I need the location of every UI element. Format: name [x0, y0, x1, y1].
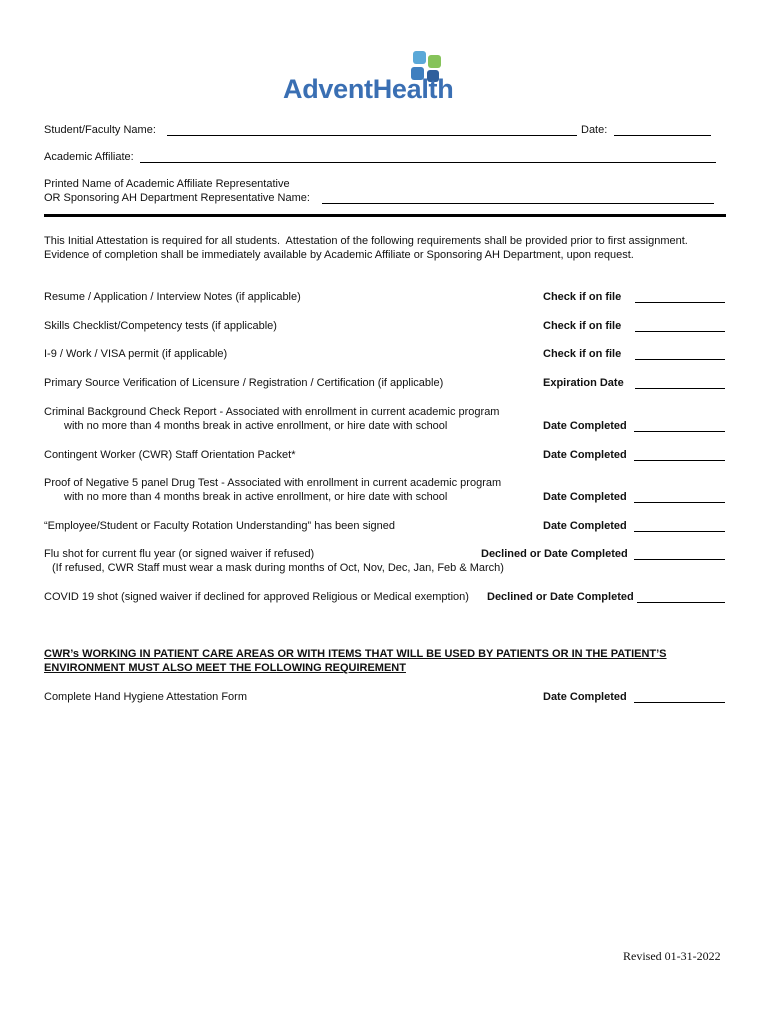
hand-hygiene-input-line[interactable]: [634, 691, 725, 703]
hand-hygiene-label: Complete Hand Hygiene Attestation Form: [44, 691, 247, 703]
requirement-label: Proof of Negative 5 panel Drug Test - Associated with enrollment in current academic program: [44, 477, 502, 489]
academic-affiliate-label: Academic Affiliate:: [44, 151, 134, 163]
representative-label-line1: Printed Name of Academic Affiliate Representative: [44, 178, 290, 190]
requirement-status-label: Date Completed: [543, 520, 627, 532]
academic-affiliate-field[interactable]: [140, 151, 716, 163]
requirement-status-label: Date Completed: [543, 491, 627, 503]
intro-line2: Evidence of completion shall be immediately available by Academic Affiliate or Sponsoring AH Department, upon request.: [44, 249, 634, 261]
intro-line1: This Initial Attestation is required for all students. Attestation of the following requirements shall be provided prior to first assignment.: [44, 235, 688, 247]
requirement-label: COVID 19 shot (signed waiver if declined for approved Religious or Medical exemption): [44, 591, 469, 603]
requirement-input-line[interactable]: [635, 377, 725, 389]
logo-wordmark: AdventHealth: [283, 74, 454, 104]
requirement-input-line[interactable]: [635, 291, 725, 303]
cwr-heading-line1: CWR’s WORKING IN PATIENT CARE AREAS OR WITH ITEMS THAT WILL BE USED BY PATIENTS OR IN THE PATIENT’S: [44, 648, 667, 660]
requirement-label: Resume / Application / Interview Notes (if applicable): [44, 291, 301, 303]
requirement-input-line[interactable]: [635, 348, 725, 360]
requirement-input-line[interactable]: [634, 449, 725, 461]
requirement-label: Criminal Background Check Report - Associated with enrollment in current academic program: [44, 406, 500, 418]
logo-square-2: [428, 55, 441, 68]
requirement-label-line2: (If refused, CWR Staff must wear a mask during months of Oct, Nov, Dec, Jan, Feb & March): [52, 562, 504, 574]
requirement-status-label: Check if on file: [543, 320, 622, 332]
hand-hygiene-status-label: Date Completed: [543, 691, 627, 703]
requirement-input-line[interactable]: [634, 520, 725, 532]
requirement-label: Skills Checklist/Competency tests (if applicable): [44, 320, 277, 332]
date-field[interactable]: [614, 124, 711, 136]
section-divider: [44, 214, 726, 217]
requirement-status-label: Check if on file: [543, 348, 622, 360]
requirement-status-label: Declined or Date Completed: [487, 591, 634, 603]
requirement-input-line[interactable]: [634, 420, 725, 432]
requirement-label-line2: with no more than 4 months break in active enrollment, or hire date with school: [64, 420, 448, 432]
cwr-heading-line2: ENVIRONMENT MUST ALSO MEET THE FOLLOWING REQUIREMENT: [44, 662, 406, 674]
requirement-label: “Employee/Student or Faculty Rotation Understanding” has been signed: [44, 520, 395, 532]
date-label: Date:: [581, 124, 608, 136]
requirement-label: Primary Source Verification of Licensure / Registration / Certification (if applicable): [44, 377, 444, 389]
requirement-input-line[interactable]: [635, 320, 725, 332]
requirement-status-label: Date Completed: [543, 420, 627, 432]
requirement-status-label: Date Completed: [543, 449, 627, 461]
requirement-input-line[interactable]: [634, 491, 725, 503]
representative-name-field[interactable]: [322, 192, 714, 204]
requirement-status-label: Expiration Date: [543, 377, 624, 389]
student-faculty-name-field[interactable]: [167, 124, 577, 136]
requirement-label: Contingent Worker (CWR) Staff Orientation Packet*: [44, 449, 296, 461]
requirement-label: I-9 / Work / VISA permit (if applicable): [44, 348, 228, 360]
requirement-status-label: Check if on file: [543, 291, 622, 303]
requirement-status-label: Declined or Date Completed: [481, 548, 628, 560]
requirement-input-line[interactable]: [637, 591, 725, 603]
student-faculty-name-label: Student/Faculty Name:: [44, 124, 156, 136]
representative-label-line2: OR Sponsoring AH Department Representative Name:: [44, 192, 310, 204]
requirement-label-line2: with no more than 4 months break in active enrollment, or hire date with school: [64, 491, 448, 503]
requirement-label: Flu shot for current flu year (or signed waiver if refused): [44, 548, 315, 560]
requirement-input-line[interactable]: [634, 548, 725, 560]
logo-square-1: [413, 51, 426, 64]
revised-date: Revised 01-31-2022: [623, 949, 721, 963]
